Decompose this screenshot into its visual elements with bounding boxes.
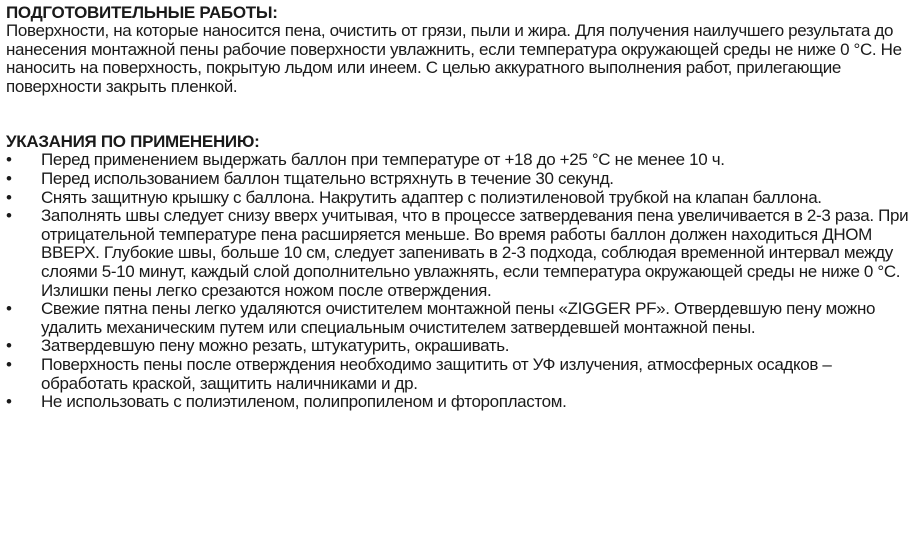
- list-item: [6, 356, 918, 393]
- list-item-text: Затвердевшую пену можно резать, штукатурить, окрашивать.: [41, 336, 510, 356]
- list-item: [6, 170, 918, 189]
- prep-heading: ПОДГОТОВИТЕЛЬНЫЕ РАБОТЫ:: [6, 3, 278, 22]
- document-page: [6, 4, 918, 412]
- bullet-icon: •: [6, 392, 12, 412]
- prep-section: [6, 4, 918, 96]
- usage-section: [6, 133, 918, 411]
- list-item-text: Перед использованием баллон тщательно встряхнуть в течение 30 секунд.: [41, 168, 614, 188]
- bullet-icon: •: [6, 168, 12, 188]
- section-divider: [6, 96, 918, 133]
- bullet-icon: •: [6, 336, 12, 356]
- prep-paragraph: Поверхности, на которые наносится пена, очистить от грязи, пыли и жира. Для получения наилучшего результата до нанесения монтажной пены рабочие поверхности увлажнить, если температура окружающей среды не ниже 0 °С. Не наносить на поверхность, покрытую льдом или инеем. С целью аккуратного выполнения работ, прилегающие поверхности закрыть пленкой.: [6, 21, 902, 96]
- list-item-text: Заполнять швы следует снизу вверх учитывая, что в процессе затвердевания пена увеличивается в 2-3 раза. При отрицательной температуре пена расширяется меньше. Во время работы баллон должен находиться ДНОМ ВВЕРХ. Глубокие швы, больше 10 см, следует запенивать в 2-3 подхода, соблюдая временной интервал между слоями 5-10 минут, каждый слой дополнительно увлажнять, если температура окружающей среды не ниже 0 °С. Излишки пены легко срезаются ножом после отверждения.: [41, 206, 909, 300]
- list-item-text: Свежие пятна пены легко удаляются очистителем монтажной пены «ZIGGER PF». Отвердевшую пену можно удалить механическим путем или специальным очистителем затвердевшей монтажной пены.: [41, 299, 876, 337]
- bullet-icon: •: [6, 187, 12, 207]
- list-item: [6, 300, 918, 337]
- list-item: [6, 393, 918, 412]
- usage-list: [6, 151, 918, 411]
- bullet-icon: •: [6, 354, 12, 374]
- bullet-icon: •: [6, 206, 12, 226]
- list-item-text: Снять защитную крышку с баллона. Накрутить адаптер с полиэтиленовой трубкой на клапан баллона.: [41, 187, 822, 207]
- list-item-text: Не использовать с полиэтиленом, полипропиленом и фторопластом.: [41, 392, 567, 412]
- list-item: [6, 151, 918, 170]
- bullet-icon: •: [6, 299, 12, 319]
- list-item-text: Перед применением выдержать баллон при температуре от +18 до +25 °С не менее 10 ч.: [41, 150, 725, 170]
- list-item-text: Поверхность пены после отверждения необходимо защитить от УФ излучения, атмосферных осадков – обработать краской, защитить наличниками и др.: [41, 354, 832, 393]
- list-item: [6, 207, 918, 300]
- bullet-icon: •: [6, 150, 12, 170]
- list-item: [6, 337, 918, 356]
- usage-heading: УКАЗАНИЯ ПО ПРИМЕНЕНИЮ:: [6, 132, 260, 152]
- list-item: [6, 189, 918, 208]
